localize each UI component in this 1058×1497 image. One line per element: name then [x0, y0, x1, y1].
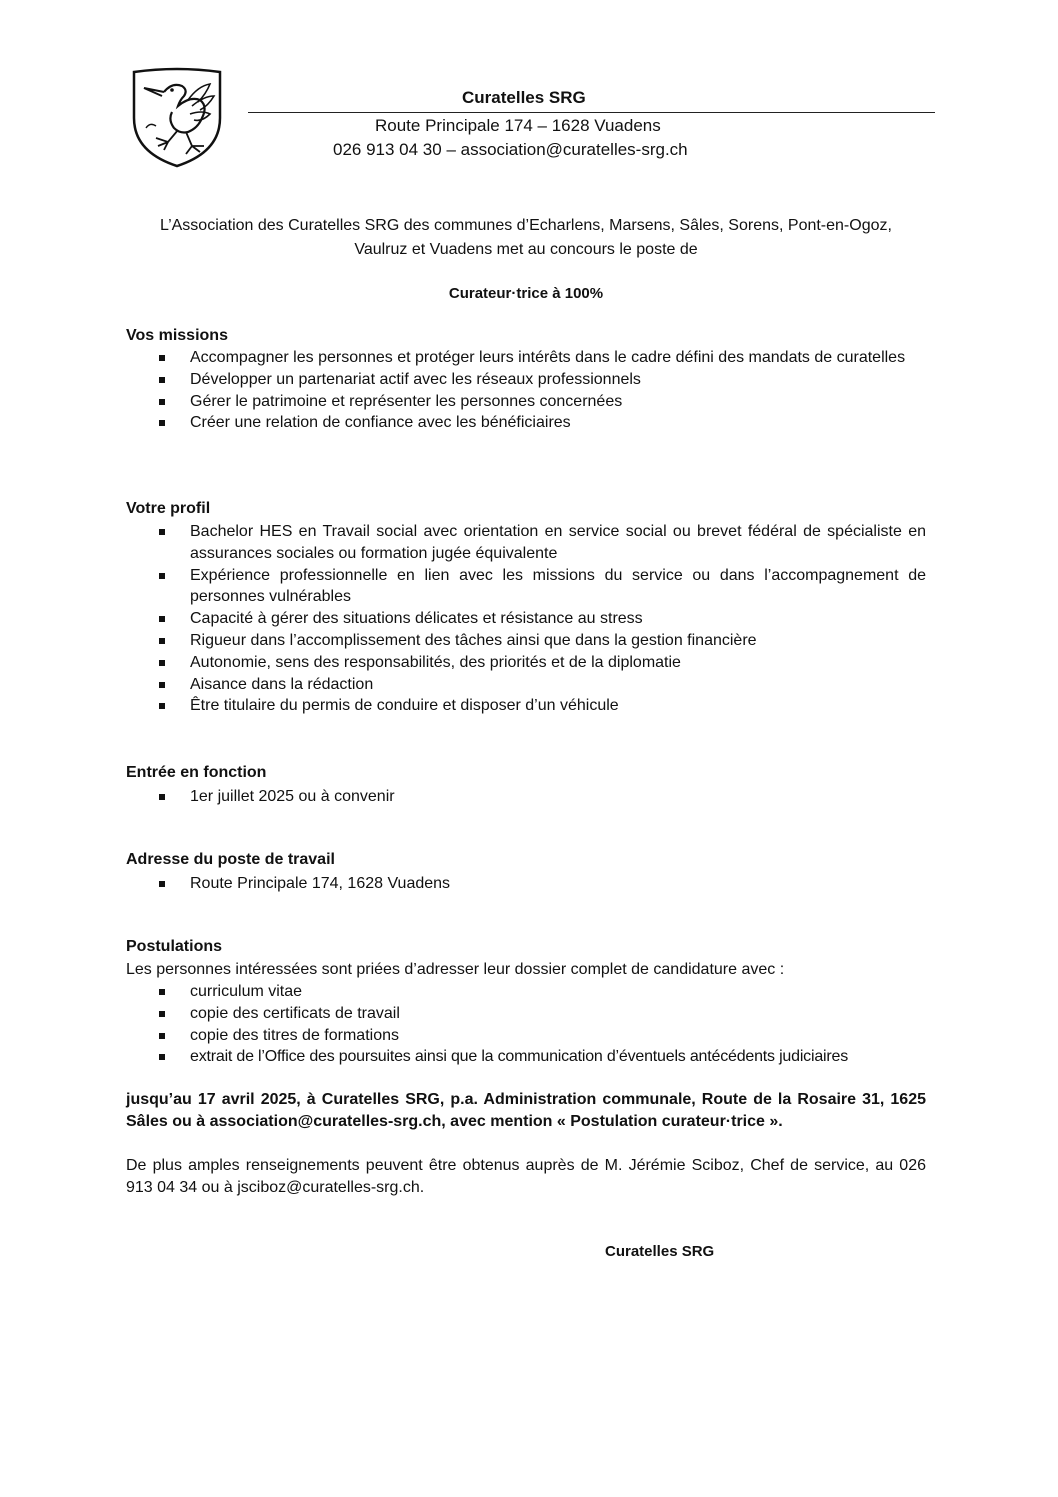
list-item-text: extrait de l’Office des poursuites ainsi que la communication d’éventuels antécédents judiciaires: [190, 1048, 849, 1066]
bullet-square-icon: [159, 794, 165, 800]
org-name: Curatelles SRG: [462, 88, 586, 107]
intro-line-1: L’Association des Curatelles SRG des communes d’Echarlens, Marsens, Sâles, Sorens, Pont-en-Ogoz,: [160, 217, 892, 234]
list-item-text: 1er juillet 2025 ou à convenir: [190, 788, 395, 805]
bullet-square-icon: [159, 703, 165, 709]
bullet-square-icon: [159, 399, 165, 405]
start-heading: Entrée en fonction: [126, 764, 267, 781]
list-item: [126, 630, 926, 652]
bullet-square-icon: [159, 989, 165, 995]
workplace-list: [126, 873, 926, 895]
applications-intro: Les personnes intéressées sont priées d’adresser leur dossier complet de candidature avec :: [126, 961, 785, 978]
list-item: [126, 1025, 926, 1047]
org-contact: 026 913 04 30 – association@curatelles-srg.ch: [333, 140, 688, 159]
bullet-square-icon: [159, 1011, 165, 1017]
applications-list: [126, 981, 926, 1068]
list-item: [126, 521, 926, 565]
bullet-square-icon: [159, 616, 165, 622]
list-item-text: Expérience professionnelle en lien avec les missions du service ou dans l’accompagnement de personnes vulnérables: [190, 566, 926, 606]
bullet-square-icon: [159, 682, 165, 688]
list-item-text: Gérer le patrimoine et représenter les personnes concernées: [190, 392, 623, 410]
intro-paragraph: [126, 214, 926, 262]
missions-heading: Vos missions: [126, 327, 228, 344]
list-item-text: Route Principale 174, 1628 Vuadens: [190, 875, 451, 892]
list-item: [126, 786, 926, 808]
list-item-text: curriculum vitae: [190, 983, 303, 1000]
list-item-text: Accompagner les personnes et protéger leurs intérêts dans le cadre défini des mandats de curatelles: [190, 349, 906, 366]
profile-heading: Votre profil: [126, 500, 211, 517]
bullet-square-icon: [159, 420, 165, 426]
start-list: [126, 786, 926, 808]
more-info-paragraph: De plus amples renseignements peuvent être obtenus auprès de M. Jérémie Sciboz, Chef de service, au 026 913 04 34 ou à jsciboz@curatelles-srg.ch.: [126, 1157, 926, 1196]
list-item: [126, 608, 926, 630]
list-item: [126, 565, 926, 609]
applications-heading: Postulations: [126, 938, 223, 955]
list-item-text: copie des titres de formations: [190, 1026, 399, 1044]
bullet-square-icon: [159, 1033, 165, 1039]
missions-list: [126, 347, 926, 434]
list-item: [126, 981, 926, 1003]
bullet-square-icon: [159, 1054, 165, 1060]
list-item-text: Développer un partenariat actif avec les réseaux professionnels: [190, 370, 641, 388]
list-item: [126, 391, 926, 413]
bullet-square-icon: [159, 529, 165, 535]
list-item-text: Être titulaire du permis de conduire et disposer d’un véhicule: [190, 697, 619, 715]
list-item: [126, 652, 926, 674]
workplace-heading: Adresse du poste de travail: [126, 851, 335, 868]
list-item-text: Créer une relation de confiance avec les bénéficiaires: [190, 414, 571, 432]
bullet-square-icon: [159, 355, 165, 361]
list-item: [126, 347, 926, 369]
list-item: [126, 1046, 926, 1068]
list-item-text: Bachelor HES en Travail social avec orientation en service social ou brevet fédéral de spécialiste en assurances sociales ou formation jugée équivalente: [190, 523, 926, 562]
bullet-square-icon: [159, 638, 165, 644]
bullet-square-icon: [159, 573, 165, 579]
job-title: Curateur·trice à 100%: [448, 285, 604, 302]
intro-line-2: Vaulruz et Vuadens met au concours le poste de: [354, 241, 698, 258]
list-item-text: Autonomie, sens des responsabilités, des priorités et de la diplomatie: [190, 653, 681, 671]
list-item: [126, 1003, 926, 1025]
list-item: [126, 695, 926, 717]
list-item: [126, 369, 926, 391]
bullet-square-icon: [159, 881, 165, 887]
list-item-text: Capacité à gérer des situations délicates et résistance au stress: [190, 610, 643, 628]
heron-crest-icon: [128, 66, 226, 170]
profile-list: [126, 521, 926, 717]
bullet-square-icon: [159, 377, 165, 383]
org-address: Route Principale 174 – 1628 Vuadens: [375, 116, 661, 135]
list-item: [126, 873, 926, 895]
list-item-text: Aisance dans la rédaction: [190, 675, 374, 693]
bullet-square-icon: [159, 660, 165, 666]
deadline-paragraph: jusqu’au 17 avril 2025, à Curatelles SRG, p.a. Administration communale, Route de la Rosaire 31, 1625 Sâles ou à association@curatelles-srg.ch, avec mention « Postulation curateur·trice ».: [126, 1091, 926, 1130]
signature: Curatelles SRG: [605, 1243, 715, 1260]
list-item: [126, 674, 926, 696]
list-item-text: copie des certificats de travail: [190, 1004, 400, 1022]
header-divider: [248, 112, 935, 113]
list-item-text: Rigueur dans l’accomplissement des tâches ainsi que dans la gestion financière: [190, 631, 757, 649]
list-item: [126, 412, 926, 434]
